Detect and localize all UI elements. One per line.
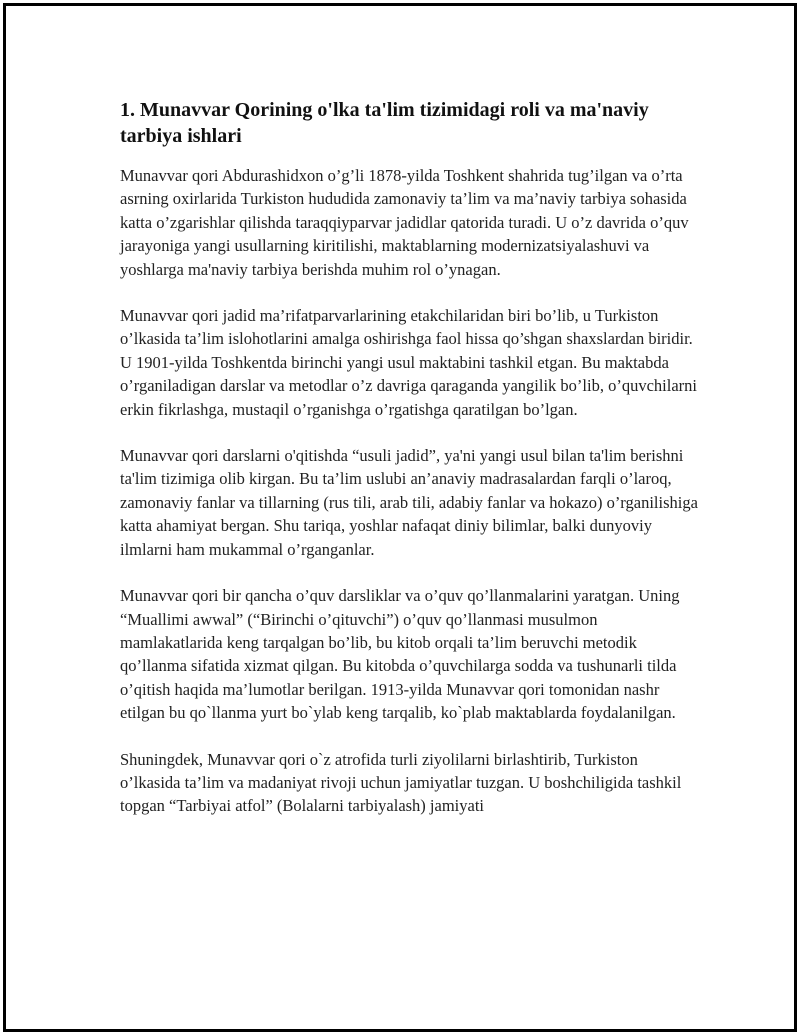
paragraph-1: Munavvar qori Abdurashidxon o’g’li 1878-yilda Toshkent shahrida tug’ilgan va o’rta asrning oxirlarida Turkiston hududida zamonaviy ta’lim va ma’naviy tarbiya sohasida katta o’zgarishlar qilishda taraqqiyparvar jadidlar qatorida turadi. U o’z davrida o’quv jarayoniga yangi usullarning kiritilishi, maktablarning modernizatsiyalashuvi va yoshlarga ma'naviy tarbiya berishda muhim rol o’ynagan.: [120, 166, 689, 279]
paragraph-2: Munavvar qori jadid ma’rifatparvarlarining etakchilaridan biri bo’lib, u Turkiston o’lkasida ta’lim islohotlarini amalga oshirishga faol hissa qo’shgan shaxslardan biridir. U 1901-yilda Toshkentda birinchi yangi usul maktabini tashkil etgan. Bu maktabda o’rganiladigan darslar va metodlar o’z davriga qaraganda yangilik bo’lib, o’quvchilarni erkin fikrlashga, mustaqil o’rganishga o’rgatishga qaratilgan bo’lgan.: [120, 306, 697, 419]
section-title: 1. Munavvar Qorining o'lka ta'lim tizimidagi roli va ma'naviy tarbiya ishlari: [120, 99, 649, 147]
paragraph-3: Munavvar qori darslarni o'qitishda “usuli jadid”, ya'ni yangi usul bilan ta'lim berishni ta'lim tizimiga olib kirgan. Bu ta’lim uslubi an’anaviy madrasalardan farqli o’laroq, zamonaviy fanlar va tillarning (rus tili, arab tili, adabiy fanlar va hokazo) o’rganilishiga katta ahamiyat bergan. Shu tariqa, yoshlar nafaqat diniy bilimlar, balki dunyoviy ilmlarni ham mukammal o’rganganlar.: [120, 446, 698, 559]
page-frame: [3, 3, 797, 1032]
paragraph-5: Shuningdek, Munavvar qori o`z atrofida turli ziyolilarni birlashtirib, Turkiston o’lkasida ta’lim va madaniyat rivoji uchun jamiyatlar tuzgan. U boshchiligida tashkil topgan “Tarbiyai atfol” (Bolalarni tarbiyalash) jamiyati: [120, 749, 682, 816]
paragraph-4: Munavvar qori bir qancha o’quv darsliklar va o’quv qo’llanmalarini yaratgan. Uning “Muallimi awwal” (“Birinchi o’qituvchi”) o’quv qo’llanmasi musulmon mamlakatlarida keng tarqalgan bo’lib, bu kitob orqali ta’lim beruvchi metodik qo’llanma sifatida xizmat qilgan. Bu kitobda o’quvchilarga sodda va tushunarli tilda o’qitish haqida ma’lumotlar berilgan. 1913-yilda Munavvar qori tomonidan nashr etilgan bu qo`llanma yurt bo`ylab keng tarqalib, ko`plab maktablarda foydalanilgan.: [120, 586, 680, 723]
document-body: [120, 97, 700, 841]
